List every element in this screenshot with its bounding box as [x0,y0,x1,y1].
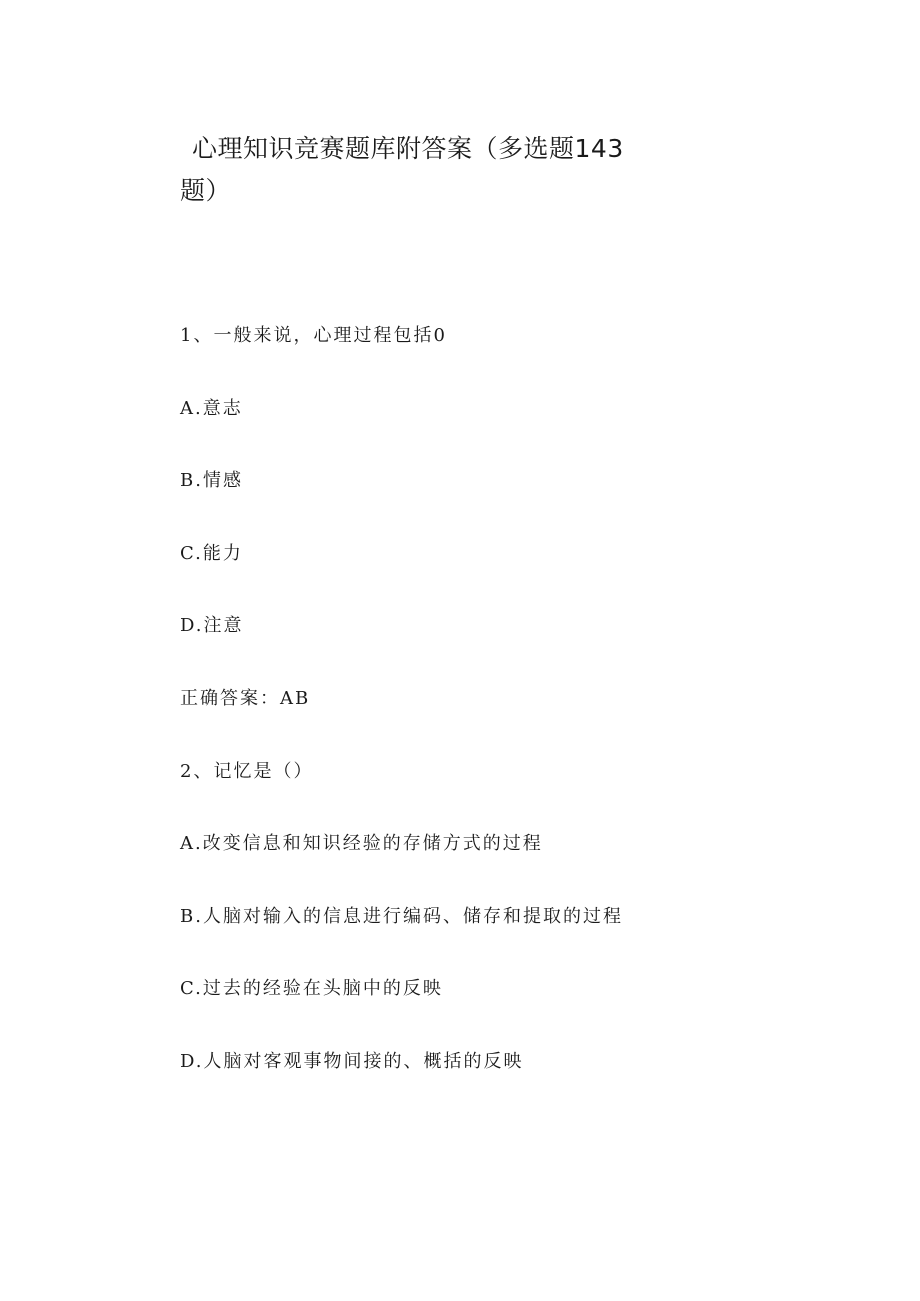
question-1-answer: 正确答案：AB [180,687,311,709]
question-1-option-d: D.注意 [180,615,244,637]
question-2-option-b: B.人脑对输入的信息进行编码、储存和提取的过程 [180,905,623,927]
question-1-stem: 1、一般来说，心理过程包括0 [180,325,447,346]
question-2-option-a: A.改变信息和知识经验的存储方式的过程 [180,833,543,855]
question-1-option-b: B.情感 [180,470,243,492]
question-1-option-c: C.能力 [180,542,243,564]
document-title [180,128,650,212]
title-line-1: 心理知识竞赛题库附答案（多选题143 [192,134,624,163]
question-2-option-d: D.人脑对客观事物间接的、概括的反映 [180,1050,524,1072]
question-1-option-a: A.意志 [180,397,243,419]
title-line-2: 题） [180,176,232,205]
question-2-option-c: C.过去的经验在头脑中的反映 [180,978,443,1000]
question-list [180,318,740,1117]
question-2-stem: 2、记忆是（） [180,760,314,782]
